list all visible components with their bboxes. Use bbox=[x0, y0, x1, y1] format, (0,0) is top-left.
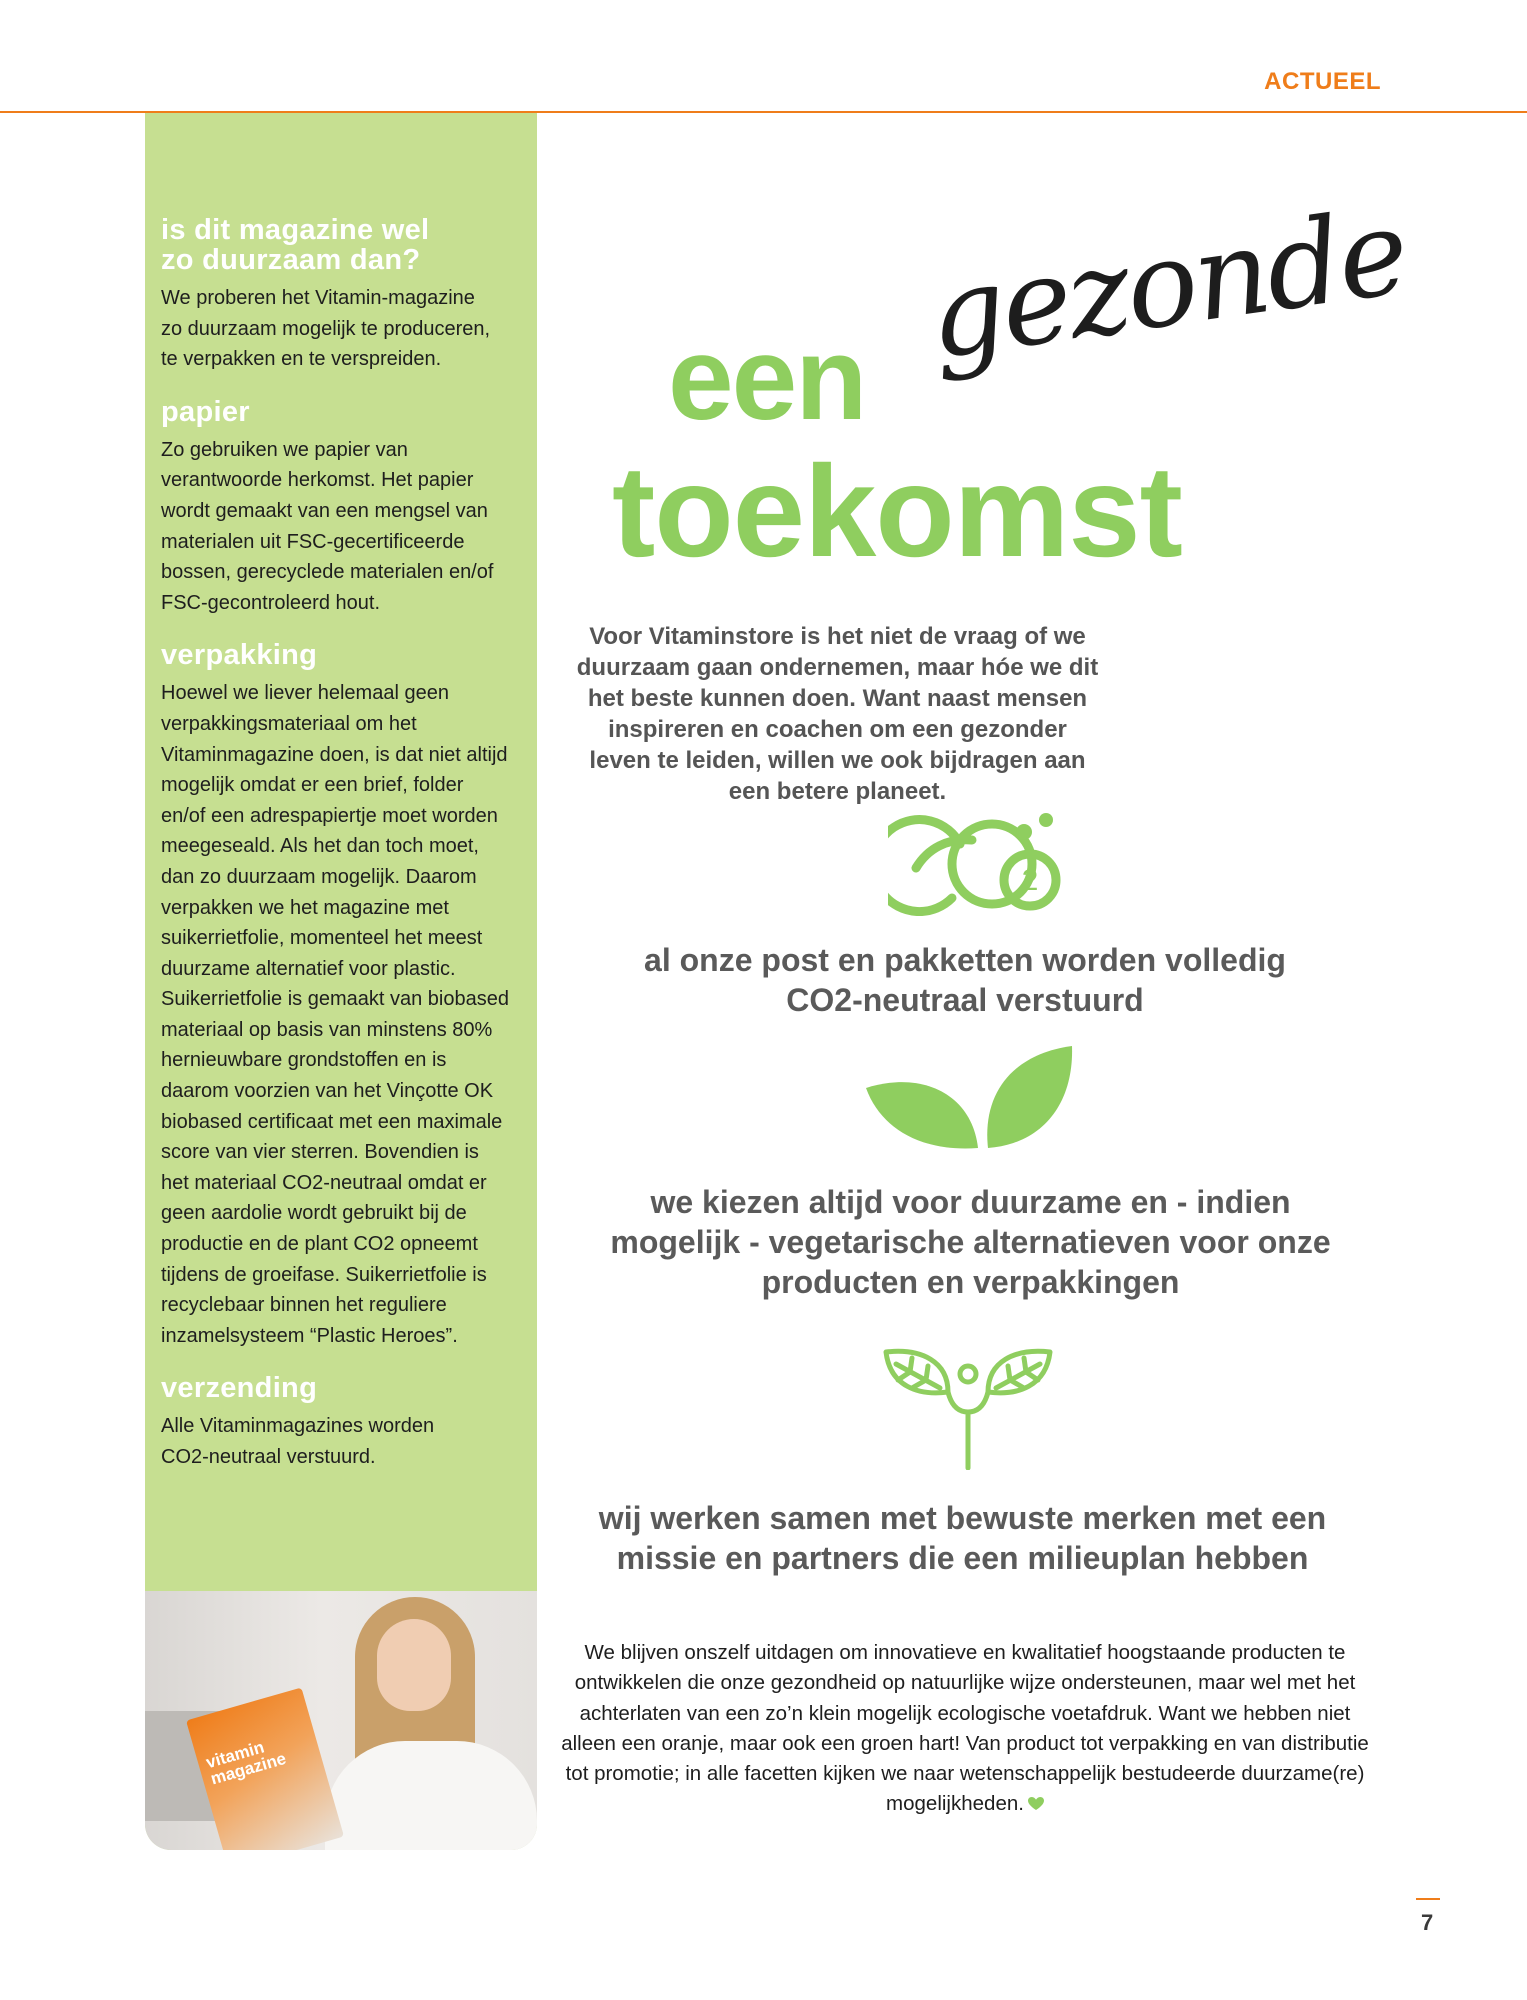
sidebar-heading-paper: papier bbox=[161, 395, 250, 428]
headline-script: gezonde bbox=[920, 182, 1414, 386]
sidebar-heading-shipping: verzending bbox=[161, 1372, 318, 1405]
sidebar-body-shipping: Alle Vitaminmagazines worden CO2-neutraal verstuurd. bbox=[161, 1415, 435, 1468]
sidebar-heading-sustainability: is dit magazine wel zo duurzaam dan? bbox=[161, 214, 430, 276]
magazine-cover-title: vitamin magazine bbox=[203, 1737, 289, 1789]
svg-text:2: 2 bbox=[1021, 864, 1039, 897]
sprout-person-icon bbox=[882, 1346, 1054, 1470]
sidebar-body-paper: Zo gebruiken we papier van verantwoorde herkomst. Het papier wordt gemaakt van een mengsel van materialen uit FSC-gecertificeerde bossen, gerecyclede materialen en/of FSC-gecontroleerd hout. bbox=[161, 438, 494, 614]
leaves-icon bbox=[862, 1044, 1074, 1154]
sidebar-heading-packaging: verpakking bbox=[161, 639, 318, 672]
closing-paragraph bbox=[553, 1638, 1377, 1820]
sidebar-body-sustainability: We proberen het Vitamin-magazine zo duurzaam mogelijk te produceren, te verpakken en te verspreiden. bbox=[161, 287, 491, 371]
headline-een: een bbox=[668, 313, 866, 445]
closing-text: We blijven onszelf uitdagen om innovatieve en kwalitatief hoogstaande producten te ontwikkelen die onze gezondheid op natuurlijke wijze ondersteunen, maar wel met het achterlaten van een zo’n klein mogelijk ecologische voetafdruk. Want we hebben niet alleen een oranje, maar ook een groen hart! Van product tot verpakking en van distributie tot promotie; in alle facetten kijken we naar wetenschappelijk bestudeerde duurzame(re) mogelijkheden. bbox=[561, 1641, 1369, 1816]
intro-paragraph: Voor Vitaminstore is het niet de vraag of we duurzaam gaan ondernemen, maar hóe we dit het beste kunnen doen. Want naast mensen inspireren en coachen om een gezonder leven te leiden, willen we ook bijdragen aan een betere planeet. bbox=[576, 623, 1099, 805]
statement-partners: wij werken samen met bewuste merken met een missie en partners die een milieuplan hebben bbox=[598, 1500, 1327, 1576]
page-number: 7 bbox=[1421, 1910, 1434, 1935]
face-shape bbox=[377, 1619, 451, 1711]
statement-vegetarian: we kiezen altijd voor duurzame en - indien mogelijk - vegetarische alternatieven voor onze producten en verpakkingen bbox=[610, 1184, 1331, 1300]
sweater-shape bbox=[325, 1741, 537, 1850]
headline-toekomst: toekomst bbox=[612, 438, 1182, 584]
page-number-dash bbox=[1416, 1898, 1440, 1900]
heart-icon bbox=[1028, 1797, 1044, 1811]
woman-reading-photo bbox=[145, 1591, 537, 1850]
sidebar bbox=[145, 113, 537, 1850]
sidebar-body-packaging: Hoewel we liever helemaal geen verpakkingsmateriaal om het Vitaminmagazine doen, is dat niet altijd mogelijk omdat er een brief, folder en/of een adrespapiertje moet worden meegeseald. Als het dan toch moet, dan zo duurzaam mogelijk. Daarom verpakken we het magazine met suikerrietfolie, momenteel het meest duurzame alternatief voor plastic. Suikerrietfolie is gemaakt van biobased materiaal op basis van minstens 80% hernieuwbare grondstoffen en is daarom voorzien van het Vinçotte OK biobased certificaat met een maximale score van vier sterren. Bovendien is het materiaal CO2-neutraal omdat er geen aardolie wordt gebruikt bij de productie en de plant CO2 opneemt tijdens de groeifase. Suikerrietfolie is recyclebaar binnen het reguliere inzamelsysteem “Plastic Heroes”. bbox=[161, 682, 509, 1347]
sidebar-text bbox=[161, 215, 531, 1495]
co2-cloud-icon bbox=[888, 808, 1064, 916]
section-label: ACTUEEL bbox=[1264, 68, 1381, 95]
statement-co2: al onze post en pakketten worden volledig CO2-neutraal verstuurd bbox=[644, 942, 1286, 1018]
